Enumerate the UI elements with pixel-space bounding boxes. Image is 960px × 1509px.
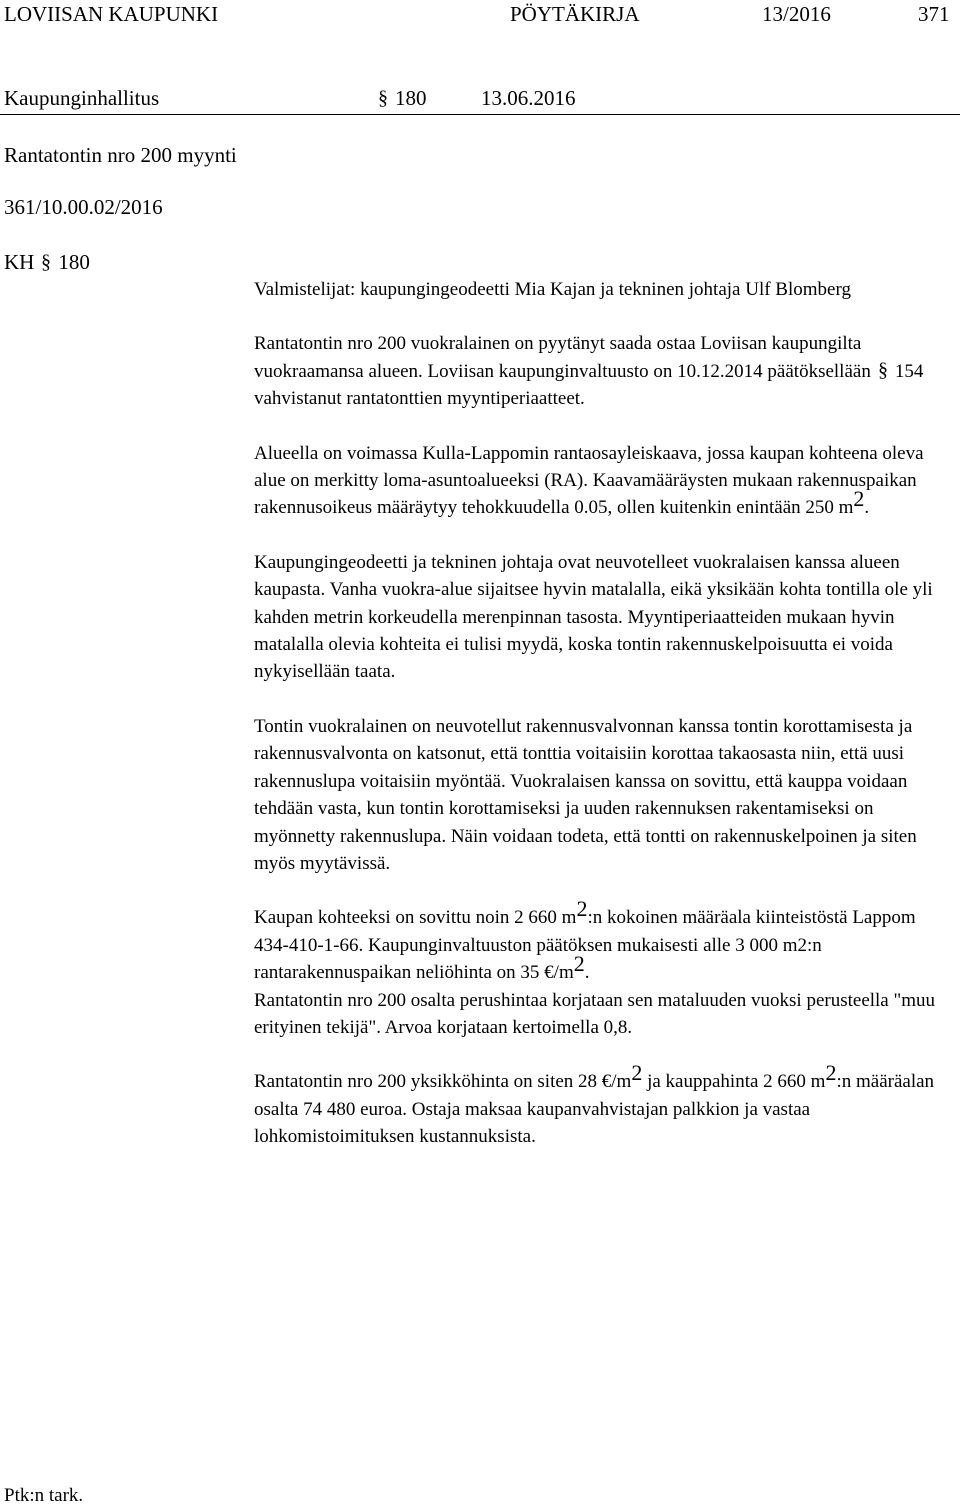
header-rule [0, 114, 960, 115]
meeting-section [371, 86, 427, 111]
paragraph-sale-text-a: Kaupan kohteeksi on sovittu noin 2 660 m [254, 907, 577, 929]
superscript: 2 [853, 486, 865, 512]
paragraph-price-correction: Rantatontin nro 200 osalta perushintaa korjataan sen mataluuden vuoksi perusteella "muu erityinen tekijä". Arvoa korjataan kertoimella 0,8. [254, 989, 936, 1038]
paragraph-sale-text-b: :n kokoinen määräala kiinteistöstä Lappom 434-410-1-66. Kaupunginvaltuuston päätöksen mukaisesti alle 3 000 m2:n rantarakennuspaikan neliöhinta on 35 €/m [254, 907, 916, 984]
record-number: 361/10.00.02/2016 [4, 195, 163, 219]
footer-review-label: Ptk:n tark. [4, 1485, 84, 1506]
paragraph-zoning-end: . [864, 497, 870, 519]
paragraph-request [254, 330, 954, 412]
superscript: 2 [825, 1060, 837, 1086]
paragraph-unit-price [254, 1060, 954, 1150]
paragraph-sale-object [254, 896, 954, 986]
page-number: 371 [918, 2, 950, 26]
kh-label: KH [4, 250, 35, 274]
paragraph-zoning-text: Alueella on voimassa Kulla-Lappomin rantaosayleiskaava, jossa kaupan kohteena oleva alue on merkitty loma-asuntoalueeksi (RA). Kaavamääräysten mukaan rakennuspaikan rakennusoikeus määräytyy tehokkuudella 0.05, ollen kuitenkin enintään 250 m [254, 442, 924, 519]
page-title: Rantatontin nro 200 myynti [4, 143, 237, 167]
doc-type: PÖYTÄKIRJA [510, 2, 640, 26]
meeting-date: 13.06.2016 [481, 86, 576, 110]
meeting-body: Kaupunginhallitus [4, 86, 160, 110]
paragraph-negotiation: Kaupungingeodeetti ja tekninen johtaja ovat neuvotelleet vuokralaisen kanssa alueen kaupasta. Vanha vuokra-alue sijaitsee hyvin matalalla, eikä yksikään kohta tontilla ole yli kahden metrin korkeudella merenpinnan tasosta. Myyntiperiaatteiden mukaan hyvin matalalla olevia kohteita ei tulisi myydä, koska tontin rakennuskelpoisuutta ei voida nykyisellään taata. [254, 551, 933, 683]
paragraph-building-permit: Tontin vuokralainen on neuvotellut rakennusvalvonnan kanssa tontin korottamisesta ja rakennusvalvonta on katsonut, että tonttia voitaisiin korottaa takaosasta niin, että uusi rakennuslupa voitaisiin myöntää. Vuokralaisen kanssa on sovittu, että kauppa voidaan tehdään vasta, kun tontin korottamiseksi ja uuden rakennuksen rakentamiseksi on myönnetty rakennuslupa. Näin voidaan todeta, että tontti on rakennuskelpoinen ja siten myös myytävissä. [254, 715, 917, 874]
svg-text:§: § [877, 358, 888, 381]
paragraph-price-text-a: Rantatontin nro 200 yksikköhinta on siten 28 €/m [254, 1071, 632, 1093]
section-sign-icon [877, 359, 889, 381]
meeting-section-number: 180 [395, 86, 427, 110]
superscript: 2 [631, 1060, 643, 1086]
kh-section [4, 250, 90, 275]
issue-number: 13/2016 [762, 2, 831, 26]
superscript: 2 [573, 951, 585, 977]
paragraph-request-text-a: Rantatontin nro 200 vuokralainen on pyytänyt saada ostaa Loviisan kaupungilta vuokraamansa alueen. Loviisan kaupunginvaltuusto on 10.12.2014 päätöksellään [254, 333, 871, 382]
paragraph-price-text-c: :n määräalan osalta 74 480 euroa. Ostaja maksaa kaupanvahvistajan palkkion ja vastaa lohkomistoimituksen kustannuksista. [254, 1071, 935, 1148]
body-text [254, 276, 954, 1151]
paragraph-zoning [254, 440, 954, 522]
paragraph-request-text-b: 154 vahvistanut rantatonttien myyntiperiaatteet. [254, 360, 924, 410]
kh-section-number: 180 [58, 250, 90, 274]
section-sign-icon [40, 251, 52, 273]
superscript: 2 [576, 896, 588, 922]
paragraph-preparers: Valmistelijat: kaupungingeodeetti Mia Kajan ja tekninen johtaja Ulf Blomberg [254, 279, 851, 300]
paragraph-price-text-b: ja kauppahinta 2 660 m [642, 1071, 826, 1093]
org-name: LOVIISAN KAUPUNKI [4, 2, 219, 26]
svg-text:§: § [41, 251, 52, 273]
svg-text:§: § [378, 87, 388, 109]
section-sign-icon [377, 87, 389, 109]
paragraph-sale-text-c: . [584, 962, 590, 984]
